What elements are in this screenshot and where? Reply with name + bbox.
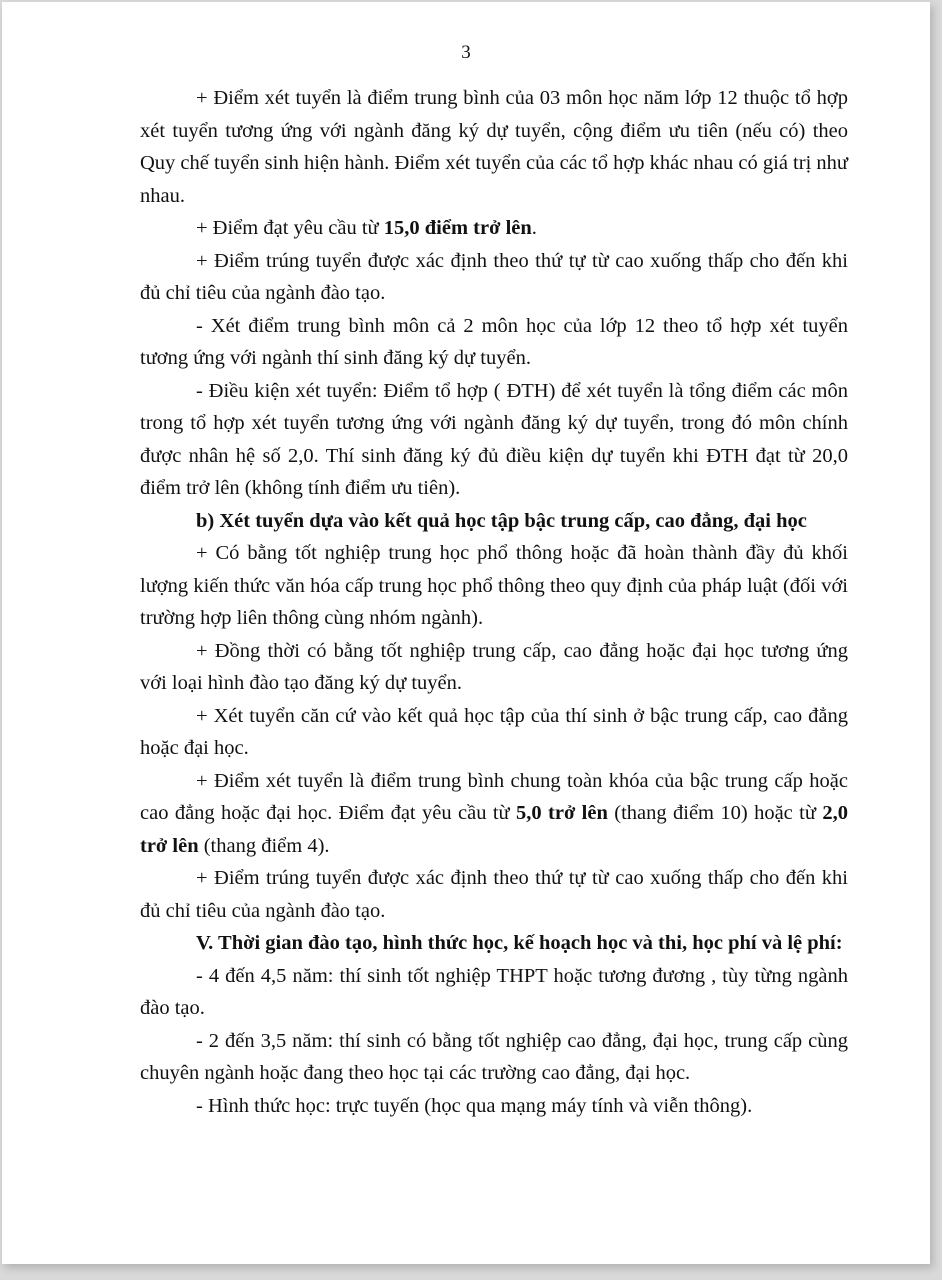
page-number: 3 — [461, 42, 471, 63]
document-page — [2, 2, 930, 1264]
paragraph-duration-high-school: - 4 đến 4,5 năm: thí sinh tốt nghiệp THPT hoặc tương đương , tùy từng ngành đào tạo. — [140, 964, 848, 1019]
text-run: (thang điểm 10) hoặc từ — [607, 802, 823, 824]
paragraph-duration-graduates: - 2 đến 3,5 năm: thí sinh có bằng tốt nghiệp cao đẳng, đại học, trung cấp cùng chuyên ngành hoặc đang theo học tại các trường cao đẳng, đại học. — [140, 1029, 848, 1084]
text-run: . — [531, 217, 537, 239]
bold-text-run: 2,0 trở lên — [140, 802, 848, 857]
paragraph-academic-results: + Xét tuyển căn cứ vào kết quả học tập của thí sinh ở bậc trung cấp, cao đẳng hoặc đại học. — [140, 704, 848, 759]
paragraph-required-score — [140, 212, 848, 245]
bold-text-run: 15,0 điểm trở lên — [383, 217, 532, 239]
paragraph-high-school-diploma: + Có bằng tốt nghiệp trung học phổ thông hoặc đã hoàn thành đầy đủ khối lượng kiến thức văn hóa cấp trung học phổ thông theo quy định của pháp luật (đối với trường hợp liên thông cùng nhóm ngành). — [140, 542, 848, 629]
bold-text-run: 5,0 trở lên — [516, 802, 608, 824]
paragraph-admission-score: + Điểm xét tuyển là điểm trung bình của 03 môn học năm lớp 12 thuộc tổ hợp xét tuyển tương ứng với ngành đăng ký dự tuyển, cộng điểm ưu tiên (nếu có) theo Quy chế tuyển sinh hiện hành. Điểm xét tuyển của các tổ hợp khác nhau có giá trị như nhau. — [140, 87, 848, 207]
paragraph-course-average — [140, 765, 848, 863]
paragraph-admission-ranking: + Điểm trúng tuyển được xác định theo thứ tự từ cao xuống thấp cho đến khi đủ chỉ tiêu của ngành đào tạo. — [140, 249, 848, 304]
text-run: + Điểm xét tuyển là điểm trung bình chung toàn khóa của bậc trung cấp hoặc cao đẳng hoặc đại học. Điểm đạt yêu cầu từ — [140, 769, 848, 824]
paragraph-combination-condition: - Điều kiện xét tuyển: Điểm tổ hợp ( ĐTH) để xét tuyển là tổng điểm các môn trong tổ hợp xét tuyển tương ứng với ngành đăng ký dự tuyển, trong đó môn chính được nhân hệ số 2,0. Thí sinh đăng ký đủ điều kiện dự tuyển khi ĐTH đạt từ 20,0 điểm trở lên (không tính điểm ưu tiên). — [140, 379, 848, 499]
document-body — [140, 82, 848, 1122]
paragraph-two-subjects: - Xét điểm trung bình môn cả 2 môn học của lớp 12 theo tổ hợp xét tuyển tương ứng với ngành thí sinh đăng ký dự tuyển. — [140, 314, 848, 369]
section-heading-b: b) Xét tuyển dựa vào kết quả học tập bậc trung cấp, cao đẳng, đại học — [196, 509, 807, 532]
section-heading-v: V. Thời gian đào tạo, hình thức học, kế hoạch học và thi, học phí và lệ phí: — [196, 932, 843, 954]
text-run: + Điểm đạt yêu cầu từ — [196, 217, 384, 239]
paragraph-college-diploma: + Đồng thời có bằng tốt nghiệp trung cấp, cao đẳng hoặc đại học tương ứng với loại hình đào tạo đăng ký dự tuyển. — [140, 639, 848, 694]
paragraph-admission-ranking-2: + Điểm trúng tuyển được xác định theo thứ tự từ cao xuống thấp cho đến khi đủ chỉ tiêu của ngành đào tạo. — [140, 867, 848, 922]
text-run: (thang điểm 4). — [198, 834, 330, 857]
paragraph-study-mode: - Hình thức học: trực tuyến (học qua mạng máy tính và viễn thông). — [196, 1094, 753, 1117]
